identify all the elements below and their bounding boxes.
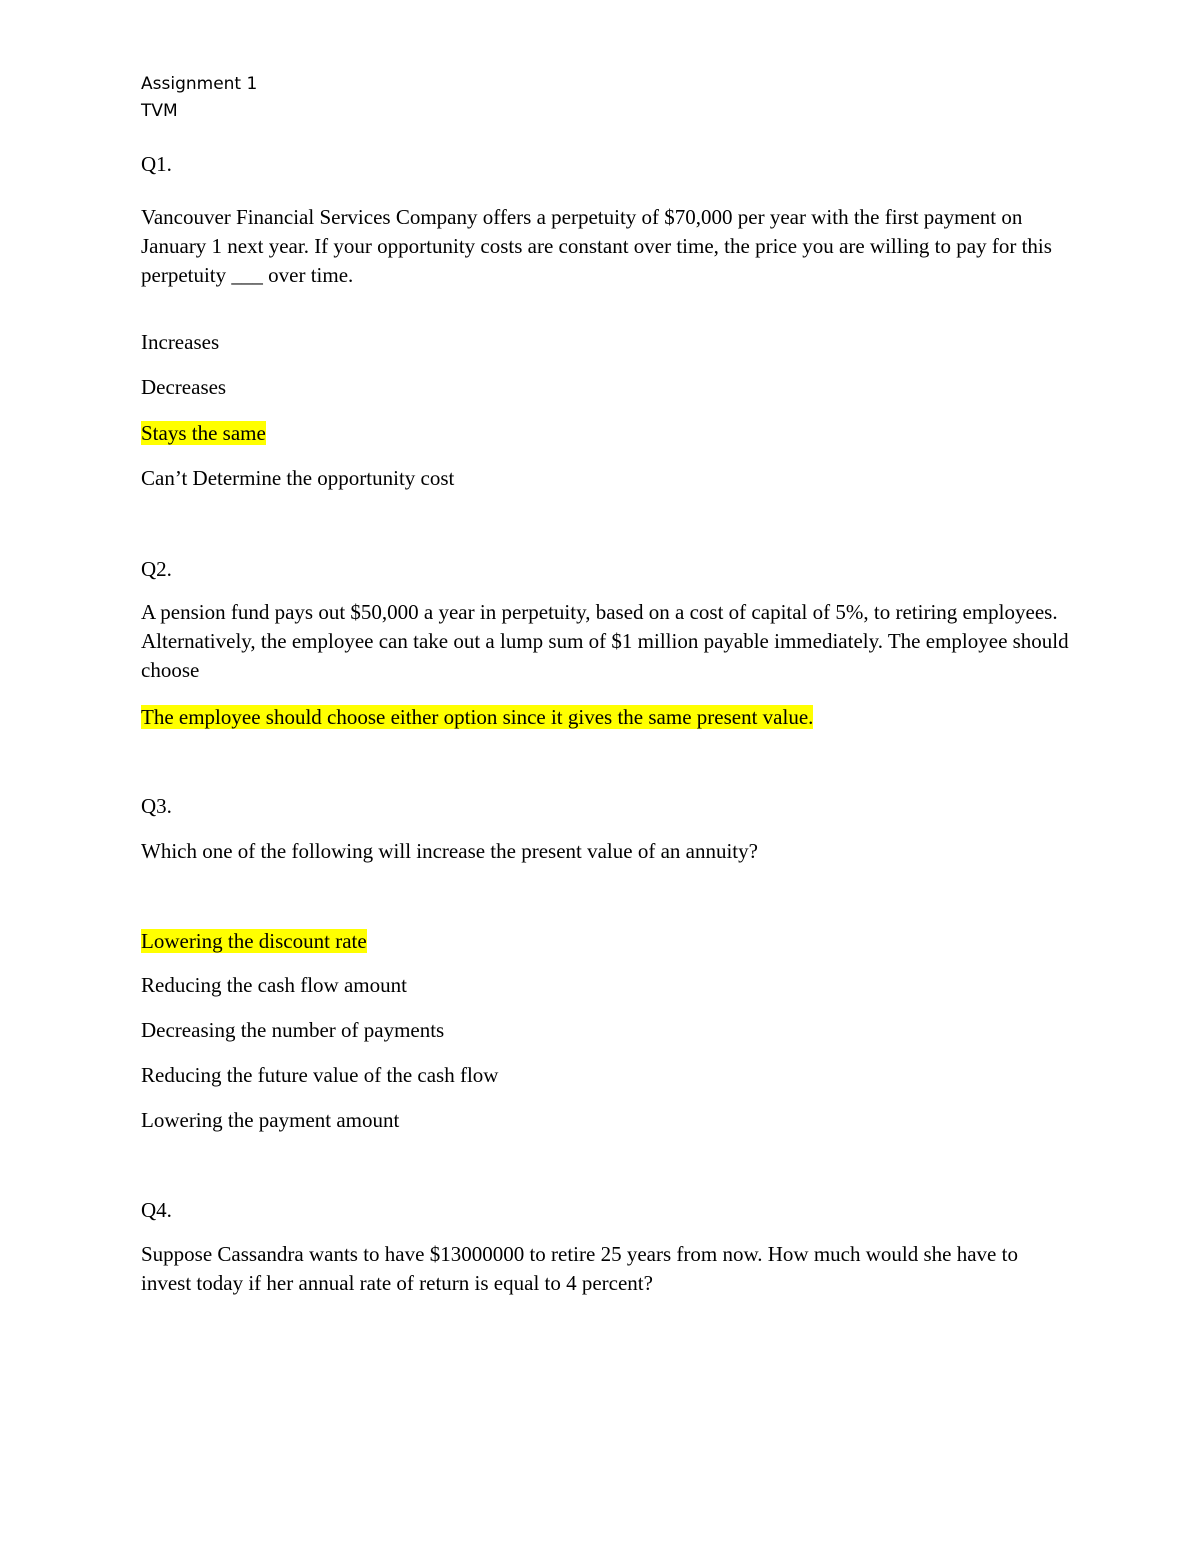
q3-question: Which one of the following will increase the present value of an annuity? [141,839,758,863]
q4-label: Q4. [141,1198,172,1222]
q3-option-1-correct [141,927,367,956]
answer-highlight: Stays the same [141,421,266,445]
q3-label: Q3. [141,794,172,818]
q1-option-4: Can’t Determine the opportunity cost [141,466,455,490]
q3-option-2: Reducing the cash flow amount [141,973,407,997]
answer-highlight: Lowering the discount rate [141,929,367,953]
q1-question: Vancouver Financial Services Company offers a perpetuity of $70,000 per year with the first payment on January 1 next year. If your opportunity costs are constant over time, the price you are willing to pay for this perpetuity ___ over time. [141,205,1052,287]
q1-option-3-correct [141,419,266,448]
q4-question: Suppose Cassandra wants to have $13000000 to retire 25 years from now. How much would she have to invest today if her annual rate of return is equal to 4 percent? [141,1242,1018,1295]
q2-question: A pension fund pays out $50,000 a year in perpetuity, based on a cost of capital of 5%, to retiring employees. Alternatively, the employee can take out a lump sum of $1 million payable immediately. The employee should choose [141,600,1069,682]
q1-option-1: Increases [141,330,220,354]
document-title: Assignment 1 [141,74,258,94]
q2-answer [141,703,813,732]
document-subtitle: TVM [141,101,178,121]
q1-label: Q1. [141,152,172,176]
q3-option-3: Decreasing the number of payments [141,1018,445,1042]
answer-highlight: The employee should choose either option since it gives the same present value. [141,705,814,729]
q3-option-5: Lowering the payment amount [141,1108,400,1132]
q2-label: Q2. [141,557,172,581]
q1-option-2: Decreases [141,375,227,399]
q3-option-4: Reducing the future value of the cash flow [141,1063,499,1087]
